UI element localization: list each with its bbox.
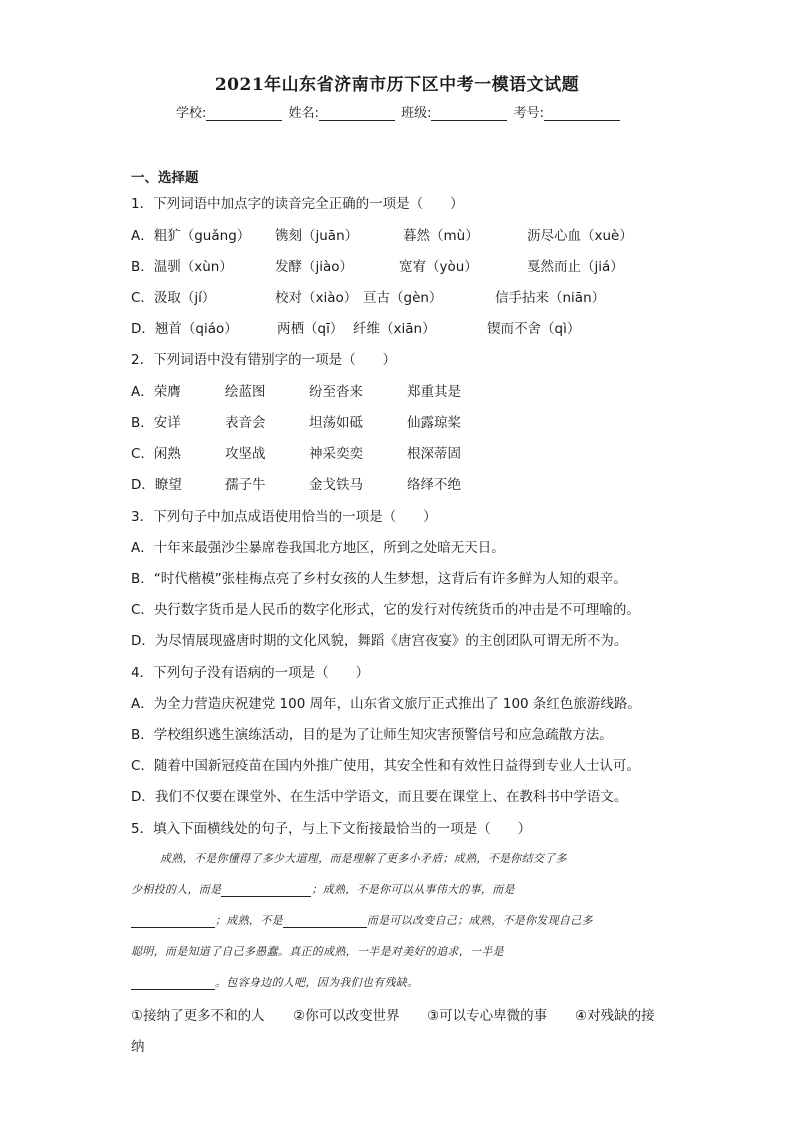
q1-d-3: 纤维（xiān） bbox=[353, 321, 436, 337]
q1-c-1: C．汲取（jí） bbox=[131, 290, 216, 306]
q5-p3-a: ；成熟，不是 bbox=[215, 914, 283, 927]
q2-b-2: 表音会 bbox=[225, 415, 266, 431]
q2-d-4: 络绎不绝 bbox=[407, 477, 461, 493]
q2-c-4: 根深蒂固 bbox=[407, 446, 461, 462]
q5-blank-4[interactable] bbox=[131, 977, 215, 990]
exam-title: 2021年山东省济南市历下区中考一模语文试题 bbox=[214, 75, 580, 95]
q1-a-3: 暮然（mù） bbox=[403, 228, 479, 244]
exam-no-field[interactable] bbox=[544, 106, 620, 121]
q1-stem: 1．下列词语中加点字的读音完全正确的一项是（ ） bbox=[131, 196, 464, 212]
q3-option-d[interactable]: D．为尽情展现盛唐时期的文化风貌，舞蹈《唐宫夜宴》的主创团队可谓无所不为。 bbox=[131, 633, 628, 649]
q5-blank-1[interactable] bbox=[221, 884, 311, 897]
q4-option-d[interactable]: D．我们不仅要在课堂外、在生活中学语文，而且要在课堂上、在教科书中学语文。 bbox=[131, 789, 628, 805]
q2-c-2: 攻坚战 bbox=[225, 446, 266, 462]
q4-option-c[interactable]: C．随着中国新冠疫苗在国内外推广使用，其安全性和有效性日益得到专业人士认可。 bbox=[131, 758, 640, 774]
q1-d-1: D．翘首（qiáo） bbox=[131, 321, 238, 337]
q1-b-3: 宽宥（yòu） bbox=[399, 259, 478, 275]
exam-no-label: 考号: bbox=[513, 106, 544, 121]
q1-option-a[interactable] bbox=[131, 224, 671, 244]
q2-c-1: C．闲熟 bbox=[131, 446, 181, 462]
q5-p3-b: 而是可以改变自己；成熟，不是你发现自己多 bbox=[366, 914, 593, 927]
q2-a-3: 纷至沓来 bbox=[309, 384, 363, 400]
q1-c-2: 校对（xiào） bbox=[275, 290, 358, 306]
q5-options-row bbox=[131, 1004, 671, 1024]
q5-option-4[interactable]: ④对残缺的接 bbox=[575, 1008, 655, 1024]
q1-a-2: 镌刻（juān） bbox=[275, 228, 359, 244]
q5-passage-line-4: 聪明，而是知道了自己多愚蠢。真正的成熟，一半是对美好的追求，一半是 bbox=[131, 945, 504, 958]
q2-d-1: D．瞭望 bbox=[131, 477, 182, 493]
name-field[interactable] bbox=[319, 106, 395, 121]
q1-d-4: 锲而不舍（qì） bbox=[487, 321, 581, 337]
q2-b-1: B．安详 bbox=[131, 415, 181, 431]
q5-option-2[interactable]: ②你可以改变世界 bbox=[293, 1008, 400, 1024]
q5-passage-line-3 bbox=[131, 912, 663, 928]
q2-b-3: 坦荡如砥 bbox=[309, 415, 363, 431]
q1-c-4: 信手拈来（niān） bbox=[495, 290, 606, 306]
q5-passage-line-5 bbox=[131, 974, 663, 990]
q5-option-1[interactable]: ①接纳了更多不和的人 bbox=[131, 1008, 265, 1024]
q2-a-2: 绘蓝图 bbox=[225, 384, 266, 400]
q5-p5: 。包容身边的人吧，因为我们也有残缺。 bbox=[215, 976, 419, 989]
q2-option-a[interactable] bbox=[131, 380, 671, 400]
q1-b-4: 戛然而止（jiá） bbox=[527, 259, 624, 275]
q4-option-a[interactable]: A．为全力营造庆祝建党 100 周年，山东省文旅厅正式推出了 100 条红色旅游线路。 bbox=[131, 696, 641, 712]
q1-d-2: 两栖（qī） bbox=[277, 321, 344, 337]
q2-d-2: 孺子牛 bbox=[225, 477, 266, 493]
q1-a-1: A．粗犷（guǎng） bbox=[131, 228, 251, 244]
q4-stem: 4．下列句子没有语病的一项是（ ） bbox=[131, 665, 370, 681]
q1-option-d[interactable] bbox=[131, 317, 671, 337]
q1-option-b[interactable] bbox=[131, 255, 671, 275]
q3-option-c[interactable]: C．央行数字货币是人民币的数字化形式，它的发行对传统货币的冲击是不可理喻的。 bbox=[131, 602, 640, 618]
q5-passage-line-1: 成熟，不是你懂得了多少大道理，而是理解了更多小矛盾；成熟，不是你结交了多 bbox=[160, 852, 567, 865]
class-label: 班级: bbox=[401, 106, 432, 121]
q5-passage-line-2 bbox=[131, 881, 663, 897]
q1-c-3: 亘古（gèn） bbox=[363, 290, 443, 306]
q4-option-b[interactable]: B．学校组织逃生演练活动，目的是为了让师生知灾害预警信号和应急疏散方法。 bbox=[131, 727, 613, 743]
q5-options-wrap: 纳 bbox=[131, 1039, 145, 1055]
q5-p2-a: 少相投的人，而是 bbox=[131, 883, 222, 896]
q1-b-1: B．温驯（xùn） bbox=[131, 259, 233, 275]
q5-blank-3[interactable] bbox=[283, 915, 367, 928]
q2-a-1: A．荣膺 bbox=[131, 384, 181, 400]
q5-blank-2[interactable] bbox=[131, 915, 215, 928]
q5-option-3[interactable]: ③可以专心卑微的事 bbox=[427, 1008, 548, 1024]
student-info-row bbox=[0, 102, 794, 121]
q2-option-b[interactable] bbox=[131, 411, 671, 431]
q1-a-4: 沥尽心血（xuè） bbox=[527, 228, 633, 244]
class-field[interactable] bbox=[431, 106, 507, 121]
q2-option-d[interactable] bbox=[131, 473, 671, 493]
q1-option-c[interactable] bbox=[131, 286, 671, 306]
school-label: 学校: bbox=[176, 106, 207, 121]
name-label: 姓名: bbox=[288, 106, 319, 121]
q2-b-4: 仙露琼桨 bbox=[407, 415, 461, 431]
section-heading: 一、选择题 bbox=[131, 170, 199, 186]
q2-stem: 2．下列词语中没有错别字的一项是（ ） bbox=[131, 352, 397, 368]
q2-d-3: 金戈铁马 bbox=[309, 477, 363, 493]
q5-stem: 5．填入下面横线处的句子，与上下文衔接最恰当的一项是（ ） bbox=[131, 821, 532, 837]
q2-option-c[interactable] bbox=[131, 442, 671, 462]
school-field[interactable] bbox=[206, 106, 282, 121]
q2-a-4: 郑重其是 bbox=[407, 384, 461, 400]
q3-stem: 3．下列句子中加点成语使用恰当的一项是（ ） bbox=[131, 509, 437, 525]
q1-b-2: 发酵（jiào） bbox=[275, 259, 354, 275]
q2-c-3: 神采奕奕 bbox=[309, 446, 363, 462]
q5-p2-b: ；成熟，不是你可以从事伟大的事，而是 bbox=[311, 883, 515, 896]
q3-option-b[interactable]: B．“时代楷模”张桂梅点亮了乡村女孩的人生梦想，这背后有许多鲜为人知的艰辛。 bbox=[131, 571, 627, 587]
q3-option-a[interactable]: A．十年来最强沙尘暴席卷我国北方地区，所到之处暗无天日。 bbox=[131, 540, 505, 556]
